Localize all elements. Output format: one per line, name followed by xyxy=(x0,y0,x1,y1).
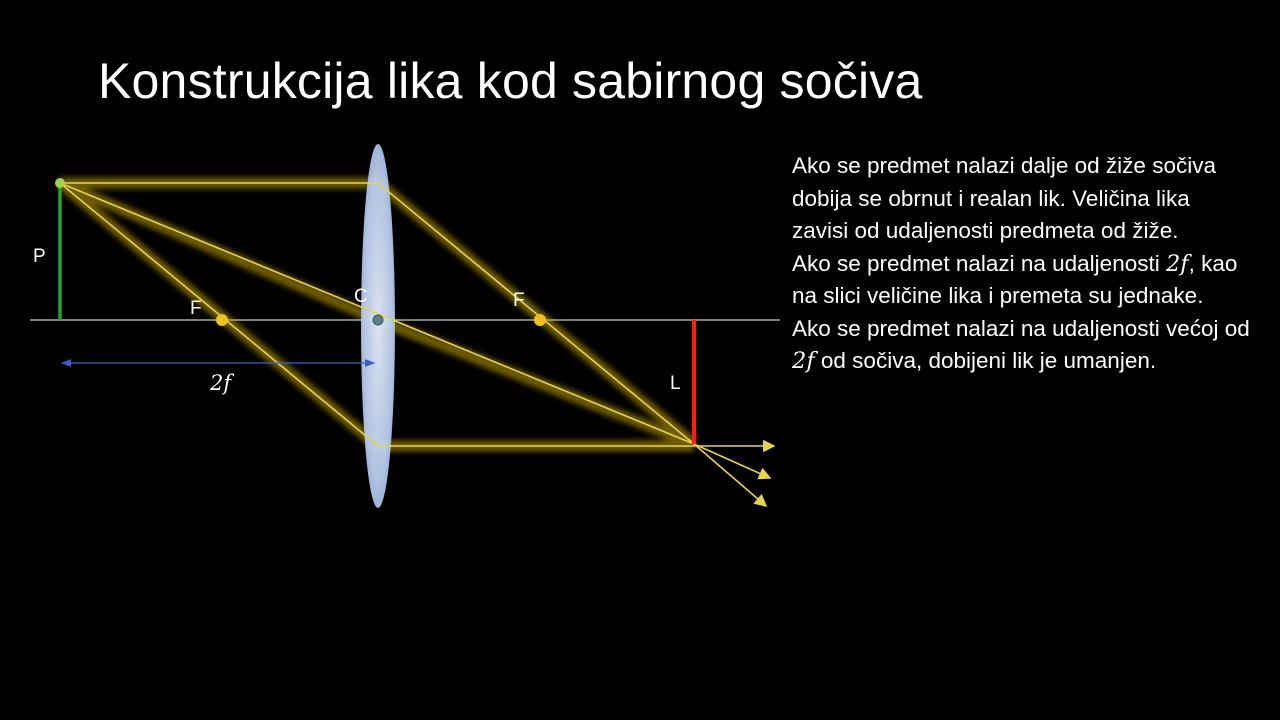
focus-right-label: F xyxy=(513,290,525,311)
paragraph-text: Ako se predmet nalazi na udaljenosti xyxy=(792,250,1166,276)
lens-center-point xyxy=(373,315,383,325)
paragraph-text: od sočiva, dobijeni lik je umanjen. xyxy=(814,348,1157,373)
focus-point-right xyxy=(534,314,546,326)
converging-lens xyxy=(361,144,395,508)
center-label: C xyxy=(354,286,368,307)
description-paragraph xyxy=(792,248,1252,313)
slide-title: Konstrukcija lika kod sabirnog sočiva xyxy=(98,53,923,109)
paragraph-text: Ako se predmet nalazi dalje od žiže sočiva dobija se obrnut i realan lik. Veličina lika zavisi od udaljenosti predmeta od žiže. xyxy=(792,153,1216,243)
image-label: L xyxy=(670,373,681,394)
math-symbol: 2𝑓 xyxy=(1165,250,1189,277)
description-paragraph xyxy=(792,313,1252,378)
math-symbol: 2𝑓 xyxy=(792,348,815,374)
description-paragraph xyxy=(792,150,1252,248)
description-text xyxy=(792,150,1252,378)
object-label: P xyxy=(33,246,46,267)
object-tip xyxy=(55,178,65,188)
distance-label: 2f xyxy=(210,371,232,395)
focus-left-label: F xyxy=(190,298,202,319)
ray-parallel-out xyxy=(694,444,766,506)
paragraph-text: , kao na slici veličine lika i premeta su jednake. xyxy=(792,250,1238,308)
paragraph-text: Ako se predmet nalazi na udaljenosti većoj od xyxy=(792,315,1250,341)
focus-point-left xyxy=(216,314,228,326)
ray-center-out xyxy=(694,444,770,478)
